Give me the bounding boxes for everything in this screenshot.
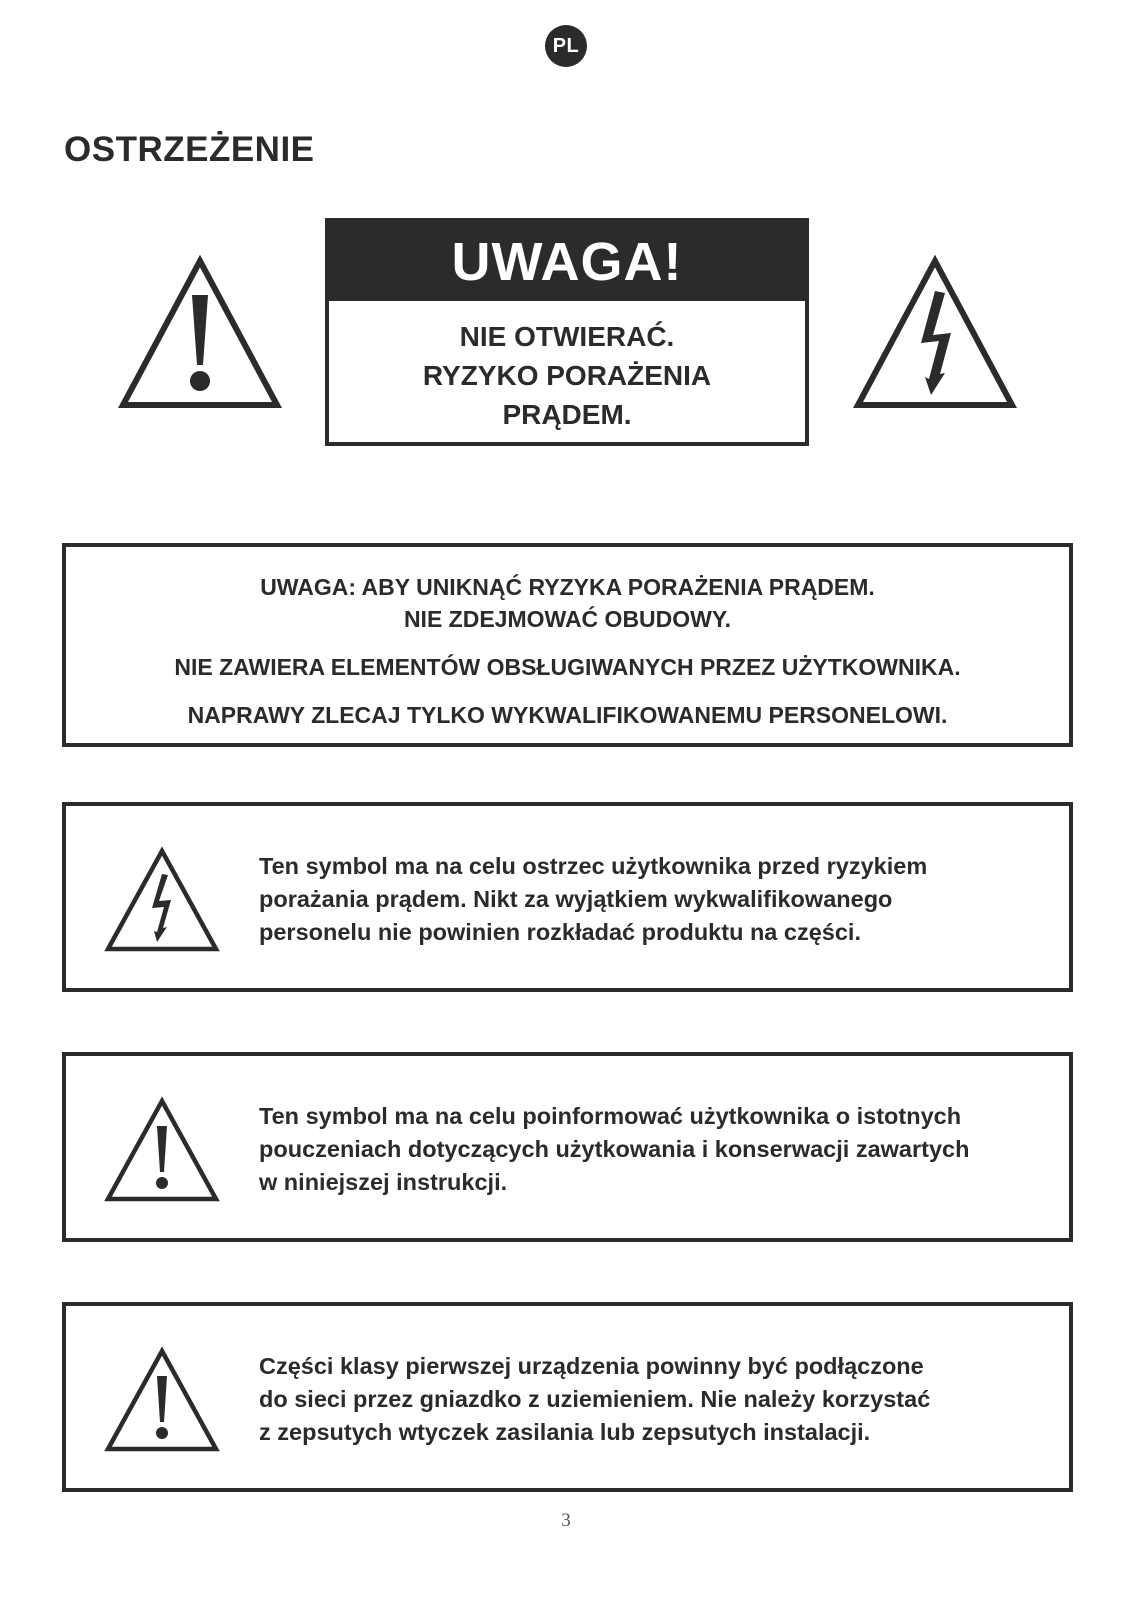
lightning-triangle-icon: [853, 255, 1017, 411]
symbol-description: [259, 850, 1049, 949]
symbol-box-instructions: [62, 1052, 1073, 1242]
description-line: do sieci przez gniazdko z uziemieniem. Nie należy korzystać: [259, 1386, 931, 1412]
notice-line: NIE ZDEJMOWAĆ OBUDOWY.: [403, 606, 732, 632]
language-badge: PL: [545, 25, 587, 67]
exclamation-triangle-icon: [104, 1096, 220, 1204]
description-line: personelu nie powinien rozkładać produktu na części.: [259, 919, 861, 945]
caution-line: RYZYKO PORAŻENIA: [422, 360, 712, 391]
description-line: Ten symbol ma na celu ostrzec użytkownika przed ryzykiem: [259, 853, 928, 879]
page-number: 3: [561, 1510, 571, 1531]
caution-box: [325, 218, 809, 446]
notice-line: UWAGA: ABY UNIKNĄĆ RYZYKA PORAŻENIA PRĄDEM.: [260, 574, 875, 600]
symbol-box-electric-shock: [62, 802, 1073, 992]
description-line: Ten symbol ma na celu poinformować użytkownika o istotnych: [259, 1103, 962, 1129]
notice-line: NIE ZAWIERA ELEMENTÓW OBSŁUGIWANYCH PRZEZ UŻYTKOWNIKA.: [174, 654, 961, 680]
caution-heading: UWAGA!: [329, 222, 805, 301]
exclamation-triangle-icon: [118, 255, 282, 411]
symbol-description: [259, 1350, 1049, 1449]
caution-line: PRĄDEM.: [502, 399, 632, 430]
caution-body: [329, 301, 805, 434]
lightning-triangle-icon: [104, 846, 220, 954]
description-line: pouczeniach dotyczących użytkowania i konserwacji zawartych: [259, 1136, 970, 1162]
symbol-description: [259, 1100, 1049, 1199]
description-line: z zepsutych wtyczek zasilania lub zepsutych instalacji.: [259, 1419, 871, 1445]
description-line: w niniejszej instrukcji.: [259, 1169, 508, 1195]
description-line: porażania prądem. Nikt za wyjątkiem wykwalifikowanego: [259, 886, 893, 912]
page-title: OSTRZEŻENIE: [64, 130, 315, 169]
symbol-box-grounding: [62, 1302, 1073, 1492]
caution-line: NIE OTWIERAĆ.: [459, 321, 675, 352]
notice-line: NAPRAWY ZLECAJ TYLKO WYKWALIFIKOWANEMU PERSONELOWI.: [187, 702, 948, 728]
description-line: Części klasy pierwszej urządzenia powinny być podłączone: [259, 1353, 924, 1379]
exclamation-triangle-icon: [104, 1346, 220, 1454]
notice-box: [62, 543, 1073, 747]
